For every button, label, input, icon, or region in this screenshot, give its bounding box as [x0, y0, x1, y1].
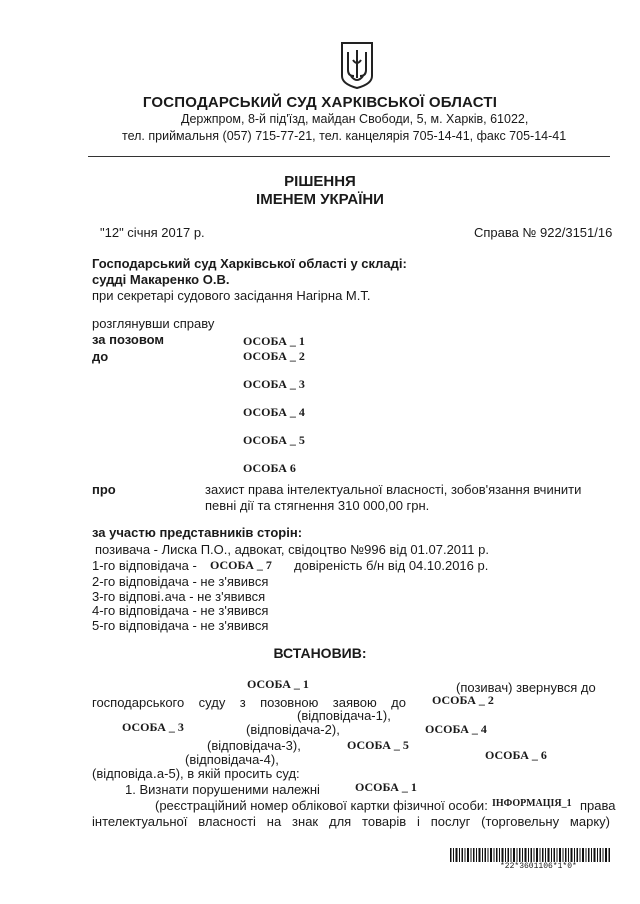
secretary-name: при секретарі судового засідання Нагірна М.Т. — [92, 288, 371, 303]
representative-line: 4-го відповідача - не з'явився — [92, 603, 269, 618]
body-text: права — [580, 798, 616, 813]
court-phones: тел. приймальня (057) 715-77-21, тел. канцелярія 705-14-41, факс 705-14-41 — [122, 129, 567, 143]
representative-line: 1-го відповідача - — [92, 558, 197, 573]
body-text: господарського суду з позовною заявою до — [92, 695, 406, 710]
court-name: ГОСПОДАРСЬКИЙ СУД ХАРКІВСЬКОЇ ОБЛАСТІ — [142, 94, 498, 111]
plaintiff-name: ОСОБА _ 1 — [243, 334, 305, 348]
defendant-name: ОСОБА 6 — [243, 461, 296, 475]
review-intro: розглянувши справу — [92, 316, 215, 331]
defendant-name: ОСОБА _ 5 — [243, 433, 305, 447]
defendant-name: ОСОБА _ 3 — [122, 720, 184, 734]
representative-line: довіреність б/н від 04.10.2016 р. — [294, 558, 489, 573]
decision-title: РІШЕННЯ — [284, 173, 356, 190]
court-composition: Господарський суд Харківської області у складі: — [92, 256, 407, 271]
trident-emblem-icon — [339, 40, 375, 90]
body-text: (відповідача-4), — [185, 752, 279, 767]
redacted-info: ІНФОРМАЦІЯ_1 — [492, 798, 572, 809]
claim-item: 1. Визнати порушеними належні — [125, 782, 320, 797]
decision-date: "12" січня 2017 р. — [100, 225, 205, 240]
body-text: інтелектуальної власності на знак для товарів і послуг (торговельну марку) — [92, 814, 610, 829]
defendant-name: ОСОБА _ 3 — [243, 377, 305, 391]
defendant-name: ОСОБА _ 5 — [347, 738, 409, 752]
body-text: (відповідача-1), — [297, 708, 391, 723]
defendant-name: ОСОБА _ 6 — [485, 748, 547, 762]
subject-label: про — [92, 482, 116, 497]
barcode — [450, 848, 610, 862]
barcode-text: *22*3601106*1*0* — [500, 862, 577, 871]
body-text: (відповідача-2), — [246, 722, 340, 737]
plaintiff-name: ОСОБА _ 1 — [355, 780, 417, 794]
claim-subject: певні дії та стягнення 310 000,00 грн. — [205, 498, 430, 513]
judge-name: судді Макаренко О.В. — [92, 272, 230, 287]
plaintiff-name: ОСОБА _ 1 — [247, 677, 309, 691]
defendant-name: ОСОБА _ 4 — [425, 722, 487, 736]
claim-subject: захист права інтелектуальної власності, зобов'язання вчинити — [205, 482, 582, 497]
decision-subtitle: ІМЕНЕМ УКРАЇНИ — [256, 191, 384, 208]
representative-line: позивача - Лиска П.О., адвокат, свідоцтво №996 від 01.07.2011 р. — [95, 542, 489, 557]
case-number: Справа № 922/3151/16 — [474, 225, 613, 240]
defendant-name: ОСОБА _ 4 — [243, 405, 305, 419]
plaintiff-label: за позовом — [92, 332, 165, 347]
header-divider — [88, 156, 610, 157]
defendant-label: до — [92, 349, 109, 364]
representative-line: 5-го відповідача - не з'явився — [92, 618, 269, 633]
representative-line: 3-го відпові․ача - не з'явився — [92, 589, 266, 604]
defendant-name: ОСОБА _ 2 — [432, 693, 494, 707]
defendant-name: ОСОБА _ 2 — [243, 349, 305, 363]
representative-person: ОСОБА _ 7 — [210, 558, 272, 572]
established-heading: ВСТАНОВИВ: — [273, 645, 367, 661]
body-text: (відповідача-3), — [207, 738, 301, 753]
body-text: (реєстраційний номер облікової картки фізичної особи: — [155, 798, 488, 813]
representatives-heading: за участю представників сторін: — [92, 525, 303, 540]
court-address: Держпром, 8-й під'їзд, майдан Свободи, 5, м. Харків, 61022, — [181, 112, 529, 126]
body-text: (позивач) звернувся до — [456, 680, 596, 695]
body-text: (відповіда․а-5), в якій просить суд: — [92, 766, 300, 781]
representative-line: 2-го відповідача - не з'явився — [92, 574, 269, 589]
